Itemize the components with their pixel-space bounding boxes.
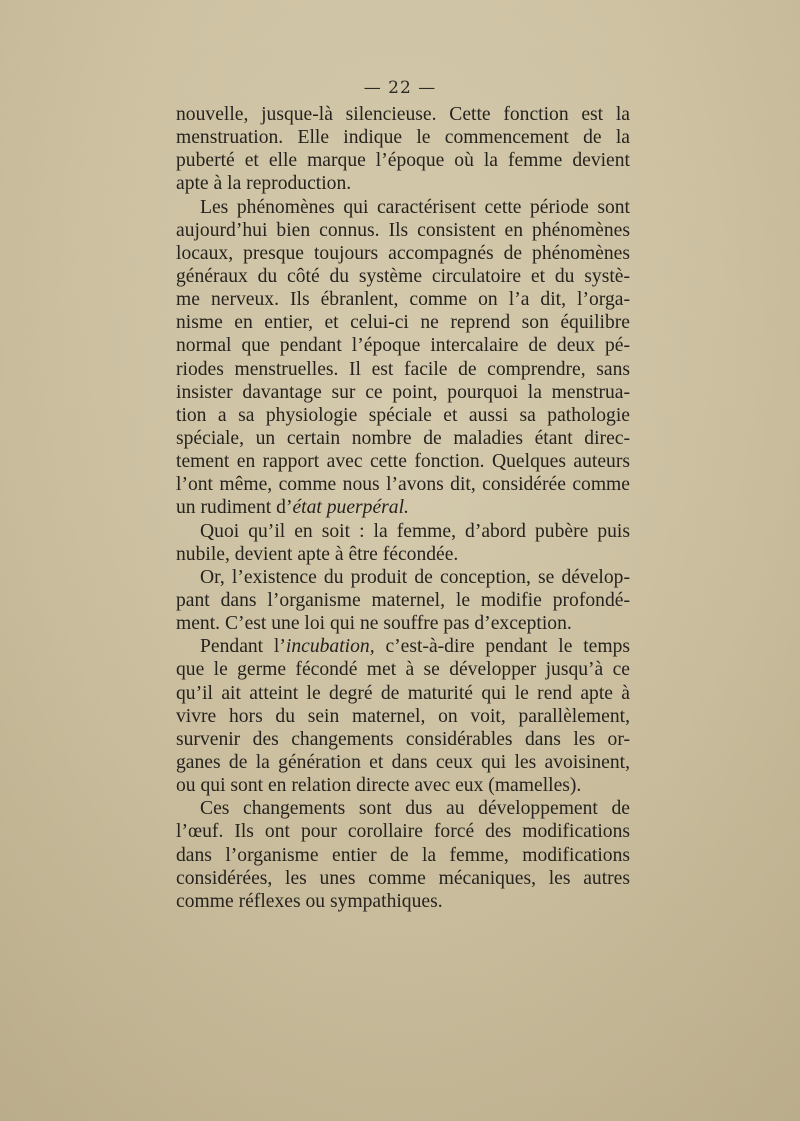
text-line: que le germe fécondé met à se développer jusqu’à ce (176, 659, 630, 681)
text-line: pant dans l’organisme maternel, le modifie profondé- (176, 589, 630, 611)
text-line: tion a sa physiologie spéciale et aussi sa pathologie (176, 404, 630, 426)
text-line: qu’il ait atteint le degré de maturité qui le rend apte à (176, 682, 630, 704)
text-line: vivre hors du sein maternel, on voit, parallèlement, (176, 705, 630, 727)
italic-term: incubation, (285, 636, 375, 658)
text-line: comme réflexes ou sympathiques. (176, 890, 443, 912)
text-line: locaux, presque toujours accompagnés de phénomènes (176, 242, 630, 264)
page-number: — 22 — (363, 78, 437, 98)
text-fragment: d’ (276, 497, 293, 519)
text-fragment: Pendant l’ (200, 636, 286, 658)
text-line: nisme en entier, et celui-ci ne reprend son équilibre (176, 312, 630, 334)
text-line: insister davantage sur ce point, pourquoi la menstrua- (176, 381, 630, 403)
text-line: survenir des changements considérables dans les or- (176, 728, 630, 750)
text-line (176, 496, 630, 519)
text-line: nubile, devient apte à être fécondée. (176, 543, 459, 565)
text-line: puberté et elle marque l’époque où la femme devient (176, 150, 630, 172)
text-line: ment. C’est une loi qui ne souffre pas d’exception. (176, 613, 572, 635)
text-line: aujourd’hui bien connus. Ils consistent en phénomènes (176, 219, 630, 241)
text-line: ganes de la génération et dans ceux qui les avoisinent, (176, 751, 630, 773)
text-fragment: c’est-à-dire pendant le temps (385, 636, 631, 658)
paragraph-first-line: Quoi qu’il en soit : la femme, d’abord pubère puis (200, 520, 630, 542)
text-line: normal que pendant l’époque intercalaire de deux pé- (176, 335, 630, 357)
text-line: apte à la reproduction. (176, 173, 352, 195)
text-line: ou qui sont en relation directe avec eux (mamelles). (176, 775, 582, 797)
text-line: considérées, les unes comme mécaniques, les autres (176, 867, 630, 889)
text-line: dans l’organisme entier de la femme, modifications (176, 844, 630, 866)
body-text (176, 103, 630, 913)
text-line: nouvelle, jusque-là silencieuse. Cette fonction est la (176, 104, 630, 125)
paragraph-first-line: Or, l’existence du produit de conception, se dévelop- (200, 566, 630, 588)
text-line: spéciale, un certain nombre de maladies étant direc- (176, 427, 630, 449)
paragraph-first-line: Ces changements sont dus au développement de (200, 798, 630, 820)
italic-term: état puerpéral. (292, 497, 409, 519)
text-line: généraux du côté du système circulatoire et du systè- (176, 265, 630, 287)
paragraph-first-line (176, 635, 630, 658)
text-line: l’œuf. Ils ont pour corollaire forcé des modifications (176, 821, 630, 843)
paragraph-first-line: Les phénomènes qui caractérisent cette période sont (200, 196, 630, 218)
text-line: menstruation. Elle indique le commencement de la (176, 127, 630, 149)
text-fragment: un rudiment (176, 497, 272, 519)
text-line: l’ont même, comme nous l’avons dit, considérée comme (176, 474, 630, 496)
text-line: tement en rapport avec cette fonction. Quelques auteurs (176, 451, 630, 473)
text-line: riodes menstruelles. Il est facile de comprendre, sans (176, 358, 630, 380)
text-line: me nerveux. Ils ébranlent, comme on l’a dit, l’orga- (176, 289, 630, 311)
